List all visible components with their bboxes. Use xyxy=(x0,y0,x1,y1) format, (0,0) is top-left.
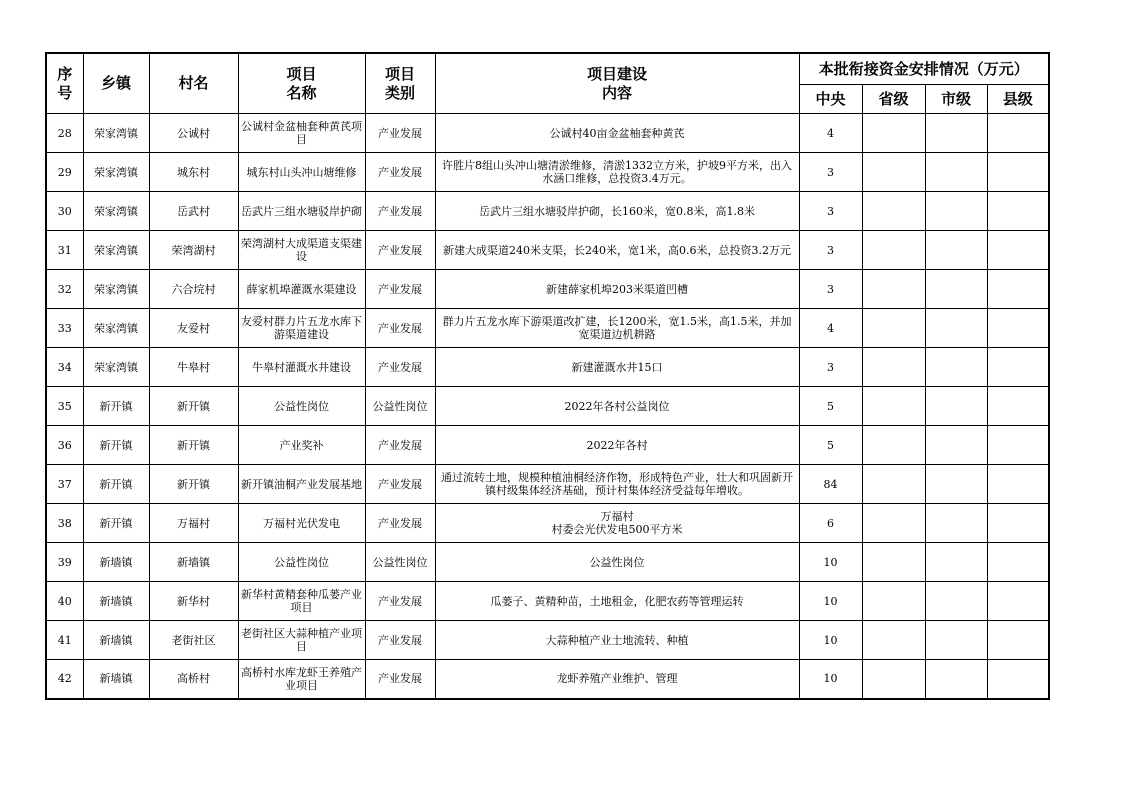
cell-seq: 30 xyxy=(46,192,83,231)
cell-project-name: 岳武片三组水塘驳岸护砌 xyxy=(238,192,365,231)
cell-project-type: 产业发展 xyxy=(365,348,435,387)
header-funding-group: 本批衔接资金安排情况（万元） xyxy=(799,53,1049,85)
cell-project-type: 产业发展 xyxy=(365,621,435,660)
cell-city xyxy=(925,660,987,699)
table-row xyxy=(46,621,1049,660)
cell-province xyxy=(862,309,925,348)
cell-central: 4 xyxy=(799,309,862,348)
cell-county xyxy=(987,231,1049,270)
cell-village: 荣湾湖村 xyxy=(149,231,238,270)
cell-seq: 37 xyxy=(46,465,83,504)
cell-seq: 28 xyxy=(46,114,83,153)
cell-project-content: 群力片五龙水库下游渠道改扩建，长1200米，宽1.5米，高1.5米，并加宽渠道边机耕路 xyxy=(435,309,799,348)
table-row xyxy=(46,543,1049,582)
cell-project-content: 许胜片8组山头冲山塘清淤维修，清淤1332立方米，护坡9平方米，出入水涵口维修，总投资3.4万元。 xyxy=(435,153,799,192)
cell-county xyxy=(987,348,1049,387)
cell-city xyxy=(925,348,987,387)
funding-table xyxy=(45,52,1050,700)
cell-town: 新墙镇 xyxy=(83,582,149,621)
cell-project-type: 产业发展 xyxy=(365,231,435,270)
cell-village: 友爱村 xyxy=(149,309,238,348)
cell-central: 3 xyxy=(799,348,862,387)
cell-province xyxy=(862,114,925,153)
cell-town: 荣家湾镇 xyxy=(83,309,149,348)
cell-project-name: 城东村山头冲山塘维修 xyxy=(238,153,365,192)
cell-city xyxy=(925,270,987,309)
cell-project-name: 公诚村金盆柚套种黄芪项目 xyxy=(238,114,365,153)
table-row xyxy=(46,270,1049,309)
cell-village: 公诚村 xyxy=(149,114,238,153)
header-village: 村名 xyxy=(149,53,238,114)
cell-village: 城东村 xyxy=(149,153,238,192)
cell-town: 新开镇 xyxy=(83,504,149,543)
cell-central: 6 xyxy=(799,504,862,543)
cell-city xyxy=(925,621,987,660)
cell-county xyxy=(987,465,1049,504)
cell-county xyxy=(987,543,1049,582)
header-city: 市级 xyxy=(925,85,987,114)
cell-city xyxy=(925,504,987,543)
table-row xyxy=(46,348,1049,387)
cell-village: 老街社区 xyxy=(149,621,238,660)
cell-project-content: 公诚村40亩金盆柚套种黄芪 xyxy=(435,114,799,153)
cell-project-type: 产业发展 xyxy=(365,309,435,348)
cell-project-content: 通过流转土地，规模种植油桐经济作物，形成特色产业，壮大和巩固新开镇村级集体经济基础，预计村集体经济受益每年增收。 xyxy=(435,465,799,504)
cell-town: 新墙镇 xyxy=(83,543,149,582)
table-row xyxy=(46,465,1049,504)
cell-city xyxy=(925,543,987,582)
cell-project-name: 荣湾湖村大成渠道支渠建设 xyxy=(238,231,365,270)
cell-project-type: 产业发展 xyxy=(365,153,435,192)
table-row xyxy=(46,387,1049,426)
cell-project-type: 产业发展 xyxy=(365,192,435,231)
cell-project-type: 产业发展 xyxy=(365,660,435,699)
cell-town: 新开镇 xyxy=(83,465,149,504)
table-row xyxy=(46,582,1049,621)
cell-seq: 39 xyxy=(46,543,83,582)
cell-project-type: 产业发展 xyxy=(365,426,435,465)
cell-project-type: 产业发展 xyxy=(365,114,435,153)
cell-project-type: 产业发展 xyxy=(365,465,435,504)
cell-county xyxy=(987,309,1049,348)
cell-province xyxy=(862,543,925,582)
cell-central: 4 xyxy=(799,114,862,153)
cell-county xyxy=(987,153,1049,192)
cell-village: 六合垸村 xyxy=(149,270,238,309)
cell-village: 新华村 xyxy=(149,582,238,621)
cell-county xyxy=(987,426,1049,465)
cell-city xyxy=(925,582,987,621)
cell-central: 10 xyxy=(799,621,862,660)
cell-project-type: 产业发展 xyxy=(365,504,435,543)
cell-town: 荣家湾镇 xyxy=(83,231,149,270)
cell-village: 新开镇 xyxy=(149,387,238,426)
cell-seq: 31 xyxy=(46,231,83,270)
cell-project-content: 万福村 村委会光伏发电500平方米 xyxy=(435,504,799,543)
cell-seq: 32 xyxy=(46,270,83,309)
cell-village: 牛皋村 xyxy=(149,348,238,387)
cell-city xyxy=(925,153,987,192)
cell-central: 10 xyxy=(799,582,862,621)
header-project-content-text: 项目建设 内容 xyxy=(586,64,647,102)
cell-project-name: 新开镇油桐产业发展基地 xyxy=(238,465,365,504)
cell-county xyxy=(987,114,1049,153)
cell-city xyxy=(925,465,987,504)
header-project-type-text: 项目 类别 xyxy=(384,64,415,102)
cell-province xyxy=(862,504,925,543)
cell-central: 3 xyxy=(799,270,862,309)
cell-seq: 40 xyxy=(46,582,83,621)
cell-project-name: 薛家机埠灌溉水渠建设 xyxy=(238,270,365,309)
cell-project-content: 龙虾养殖产业维护、管理 xyxy=(435,660,799,699)
cell-county xyxy=(987,270,1049,309)
cell-province xyxy=(862,192,925,231)
cell-city xyxy=(925,231,987,270)
cell-project-name: 老街社区大蒜种植产业项目 xyxy=(238,621,365,660)
cell-project-name: 产业奖补 xyxy=(238,426,365,465)
cell-town: 新墙镇 xyxy=(83,621,149,660)
cell-seq: 34 xyxy=(46,348,83,387)
cell-province xyxy=(862,270,925,309)
table-row xyxy=(46,504,1049,543)
cell-town: 新墙镇 xyxy=(83,660,149,699)
cell-central: 3 xyxy=(799,153,862,192)
cell-seq: 29 xyxy=(46,153,83,192)
cell-project-type: 产业发展 xyxy=(365,270,435,309)
header-project-name-text: 项目 名称 xyxy=(286,64,317,102)
cell-province xyxy=(862,387,925,426)
cell-county xyxy=(987,504,1049,543)
cell-city xyxy=(925,426,987,465)
cell-village: 高桥村 xyxy=(149,660,238,699)
cell-project-content: 新建大成渠道240米支渠，长240米，宽1米，高0.6米，总投资3.2万元 xyxy=(435,231,799,270)
header-town: 乡镇 xyxy=(83,53,149,114)
cell-central: 84 xyxy=(799,465,862,504)
table-row xyxy=(46,192,1049,231)
cell-province xyxy=(862,465,925,504)
cell-town: 荣家湾镇 xyxy=(83,153,149,192)
cell-central: 10 xyxy=(799,660,862,699)
cell-town: 荣家湾镇 xyxy=(83,270,149,309)
cell-town: 荣家湾镇 xyxy=(83,192,149,231)
header-project-name xyxy=(238,53,365,114)
cell-central: 5 xyxy=(799,426,862,465)
cell-seq: 35 xyxy=(46,387,83,426)
header-province: 省级 xyxy=(862,85,925,114)
cell-central: 3 xyxy=(799,192,862,231)
cell-project-content: 大蒜种植产业土地流转、种植 xyxy=(435,621,799,660)
cell-county xyxy=(987,621,1049,660)
cell-project-name: 公益性岗位 xyxy=(238,543,365,582)
cell-village: 新开镇 xyxy=(149,465,238,504)
cell-project-name: 万福村光伏发电 xyxy=(238,504,365,543)
cell-seq: 38 xyxy=(46,504,83,543)
header-project-content xyxy=(435,53,799,114)
header-county: 县级 xyxy=(987,85,1049,114)
cell-city xyxy=(925,192,987,231)
table-row xyxy=(46,231,1049,270)
cell-project-name: 新华村黄精套种瓜蒌产业项目 xyxy=(238,582,365,621)
cell-province xyxy=(862,621,925,660)
cell-town: 新开镇 xyxy=(83,426,149,465)
table-row xyxy=(46,309,1049,348)
cell-village: 新开镇 xyxy=(149,426,238,465)
cell-project-name: 友爱村群力片五龙水库下游渠道建设 xyxy=(238,309,365,348)
cell-village: 万福村 xyxy=(149,504,238,543)
cell-central: 5 xyxy=(799,387,862,426)
cell-project-content: 2022年各村 xyxy=(435,426,799,465)
cell-project-content: 公益性岗位 xyxy=(435,543,799,582)
cell-project-type: 公益性岗位 xyxy=(365,543,435,582)
cell-village: 新墙镇 xyxy=(149,543,238,582)
table-row xyxy=(46,426,1049,465)
cell-project-content: 新建薛家机埠203米渠道凹槽 xyxy=(435,270,799,309)
cell-province xyxy=(862,348,925,387)
cell-county xyxy=(987,387,1049,426)
cell-province xyxy=(862,582,925,621)
cell-project-name: 牛皋村灌溉水井建设 xyxy=(238,348,365,387)
cell-seq: 36 xyxy=(46,426,83,465)
header-seq xyxy=(46,53,83,114)
cell-central: 10 xyxy=(799,543,862,582)
cell-province xyxy=(862,153,925,192)
cell-project-name: 公益性岗位 xyxy=(238,387,365,426)
cell-village: 岳武村 xyxy=(149,192,238,231)
cell-province xyxy=(862,426,925,465)
cell-project-content: 新建灌溉水井15口 xyxy=(435,348,799,387)
cell-city xyxy=(925,309,987,348)
table-row xyxy=(46,660,1049,699)
table-row xyxy=(46,153,1049,192)
cell-town: 荣家湾镇 xyxy=(83,348,149,387)
cell-province xyxy=(862,660,925,699)
cell-city xyxy=(925,387,987,426)
cell-project-type: 公益性岗位 xyxy=(365,387,435,426)
cell-project-name: 高桥村水库龙虾王养殖产业项目 xyxy=(238,660,365,699)
cell-project-content: 岳武片三组水塘驳岸护砌，长160米，宽0.8米，高1.8米 xyxy=(435,192,799,231)
header-central: 中央 xyxy=(799,85,862,114)
cell-project-type: 产业发展 xyxy=(365,582,435,621)
cell-seq: 42 xyxy=(46,660,83,699)
table-row xyxy=(46,114,1049,153)
table-body xyxy=(46,114,1049,699)
cell-county xyxy=(987,192,1049,231)
cell-central: 3 xyxy=(799,231,862,270)
cell-seq: 33 xyxy=(46,309,83,348)
cell-town: 荣家湾镇 xyxy=(83,114,149,153)
header-seq-text: 序 号 xyxy=(57,64,73,102)
cell-county xyxy=(987,582,1049,621)
cell-city xyxy=(925,114,987,153)
cell-seq: 41 xyxy=(46,621,83,660)
cell-town: 新开镇 xyxy=(83,387,149,426)
cell-province xyxy=(862,231,925,270)
cell-project-content: 2022年各村公益岗位 xyxy=(435,387,799,426)
cell-county xyxy=(987,660,1049,699)
header-project-type xyxy=(365,53,435,114)
cell-project-content: 瓜蒌子、黄精种苗，土地租金，化肥农药等管理运转 xyxy=(435,582,799,621)
